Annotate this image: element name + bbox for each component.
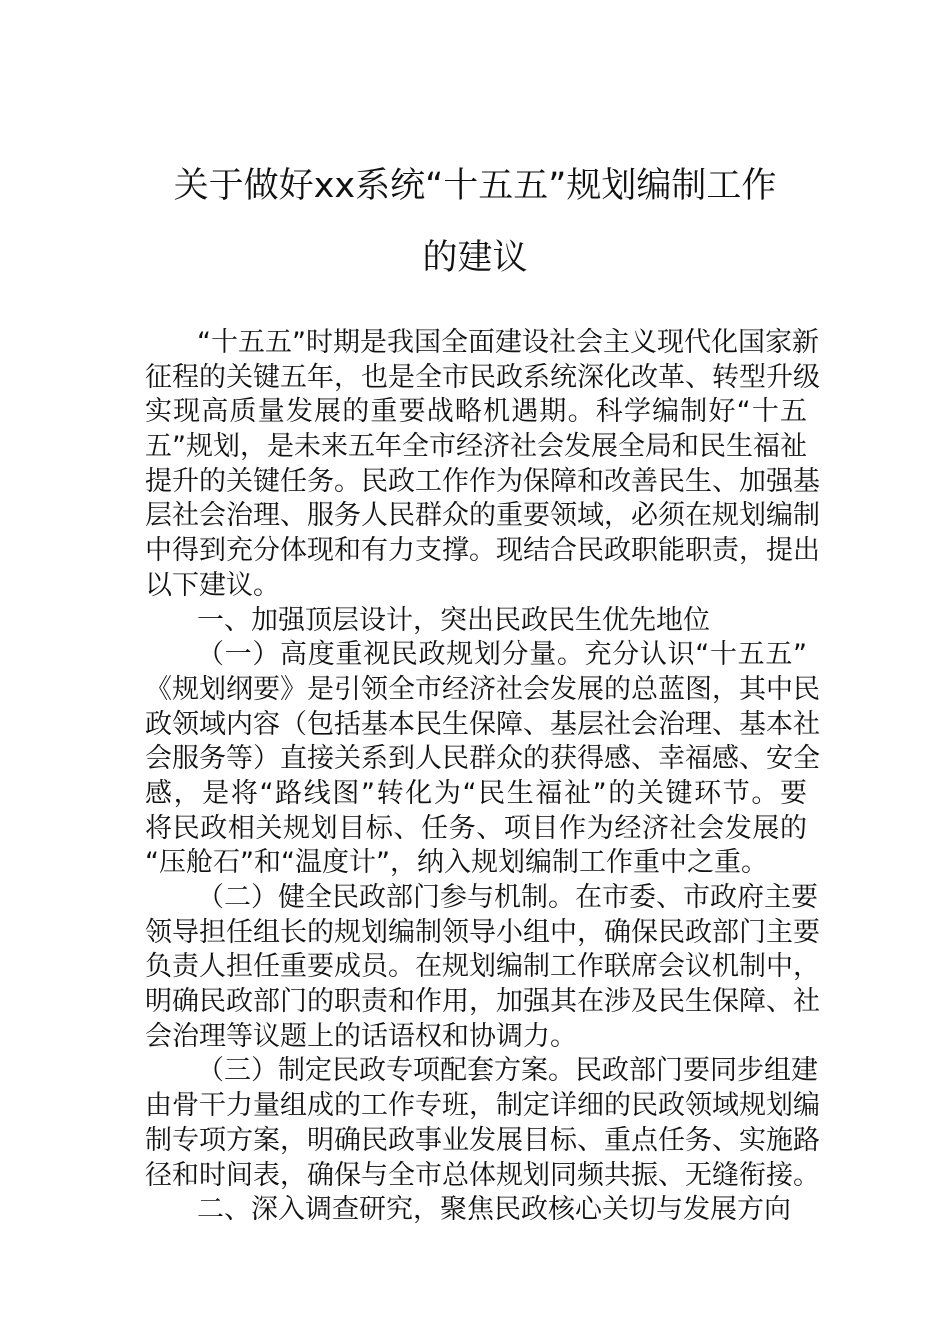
paragraph-line: 征程的关键五年，也是全市民政系统深化改革、转型升级: [145, 361, 820, 393]
paragraph-line: 将民政相关规划目标、任务、项目作为经济社会发展的: [145, 812, 807, 844]
paragraph: [145, 881, 820, 1054]
paragraph-line: 径和时间表，确保与全市总体规划同频共振、无缝衔接。: [145, 1159, 820, 1191]
paragraph-line: 感，是将“路线图”转化为“民生福祉”的关键环节。要: [145, 777, 807, 809]
paragraph-line: 负责人担任重要成员。在规划编制工作联席会议机制中，: [145, 951, 820, 983]
paragraph-line: 提升的关键任务。民政工作作为保障和改善民生、加强基: [145, 465, 820, 497]
paragraph-line: 由骨干力量组成的工作专班，制定详细的民政领域规划编: [145, 1090, 820, 1122]
paragraph-line: 实现高质量发展的重要战略机遇期。科学编制好“十五: [145, 396, 807, 428]
paragraph-line: “压舱石”和“温度计”，纳入规划编制工作重中之重。: [145, 847, 768, 879]
paragraph: [145, 1054, 820, 1193]
paragraph: [145, 326, 820, 604]
paragraph-line: 会服务等）直接关系到人民群众的获得感、幸福感、安全: [145, 743, 820, 775]
paragraph-line: 中得到充分体现和有力支撑。现结合民政职能职责，提出: [145, 535, 820, 567]
paragraph-line: 制专项方案，明确民政事业发展目标、重点任务、实施路: [145, 1124, 820, 1156]
section-heading: [145, 604, 807, 639]
section-heading: [145, 1193, 807, 1228]
document-body: [145, 326, 820, 1228]
paragraph-line: 明确民政部门的职责和作用，加强其在涉及民生保障、社: [145, 986, 820, 1018]
heading-text: 二、深入调查研究，聚焦民政核心关切与发展方向: [197, 1194, 791, 1226]
paragraph-line: （二）健全民政部门参与机制。在市委、市政府主要: [197, 882, 818, 913]
paragraph-line: （三）制定民政专项配套方案。民政部门要同步组建: [197, 1055, 818, 1087]
paragraph-line: “十五五”时期是我国全面建设社会主义现代化国家新: [197, 327, 819, 358]
document-title-line-2: 的建议: [422, 238, 528, 278]
paragraph-line: （一）高度重视民政规划分量。充分认识“十五五”: [197, 639, 807, 671]
paragraph-line: 会治理等议题上的话语权和协调力。: [145, 1020, 577, 1052]
paragraph-line: 以下建议。: [145, 569, 280, 601]
document-title-line-1: 关于做好xx系统“十五五”规划编制工作: [173, 166, 777, 206]
paragraph: [145, 638, 820, 881]
paragraph-line: 《规划纲要》是引领全市经济社会发展的总蓝图，其中民: [145, 673, 820, 705]
paragraph-line: 层社会治理、服务人民群众的重要领域，必须在规划编制: [145, 500, 820, 532]
heading-text: 一、加强顶层设计，突出民政民生优先地位: [197, 604, 710, 636]
paragraph-line: 领导担任组长的规划编制领导小组中，确保民政部门主要: [145, 916, 820, 948]
paragraph-line: 五”规划，是未来五年全市经济社会发展全局和民生福祉: [145, 431, 807, 463]
paragraph-line: 政领域内容（包括基本民生保障、基层社会治理、基本社: [145, 708, 820, 740]
